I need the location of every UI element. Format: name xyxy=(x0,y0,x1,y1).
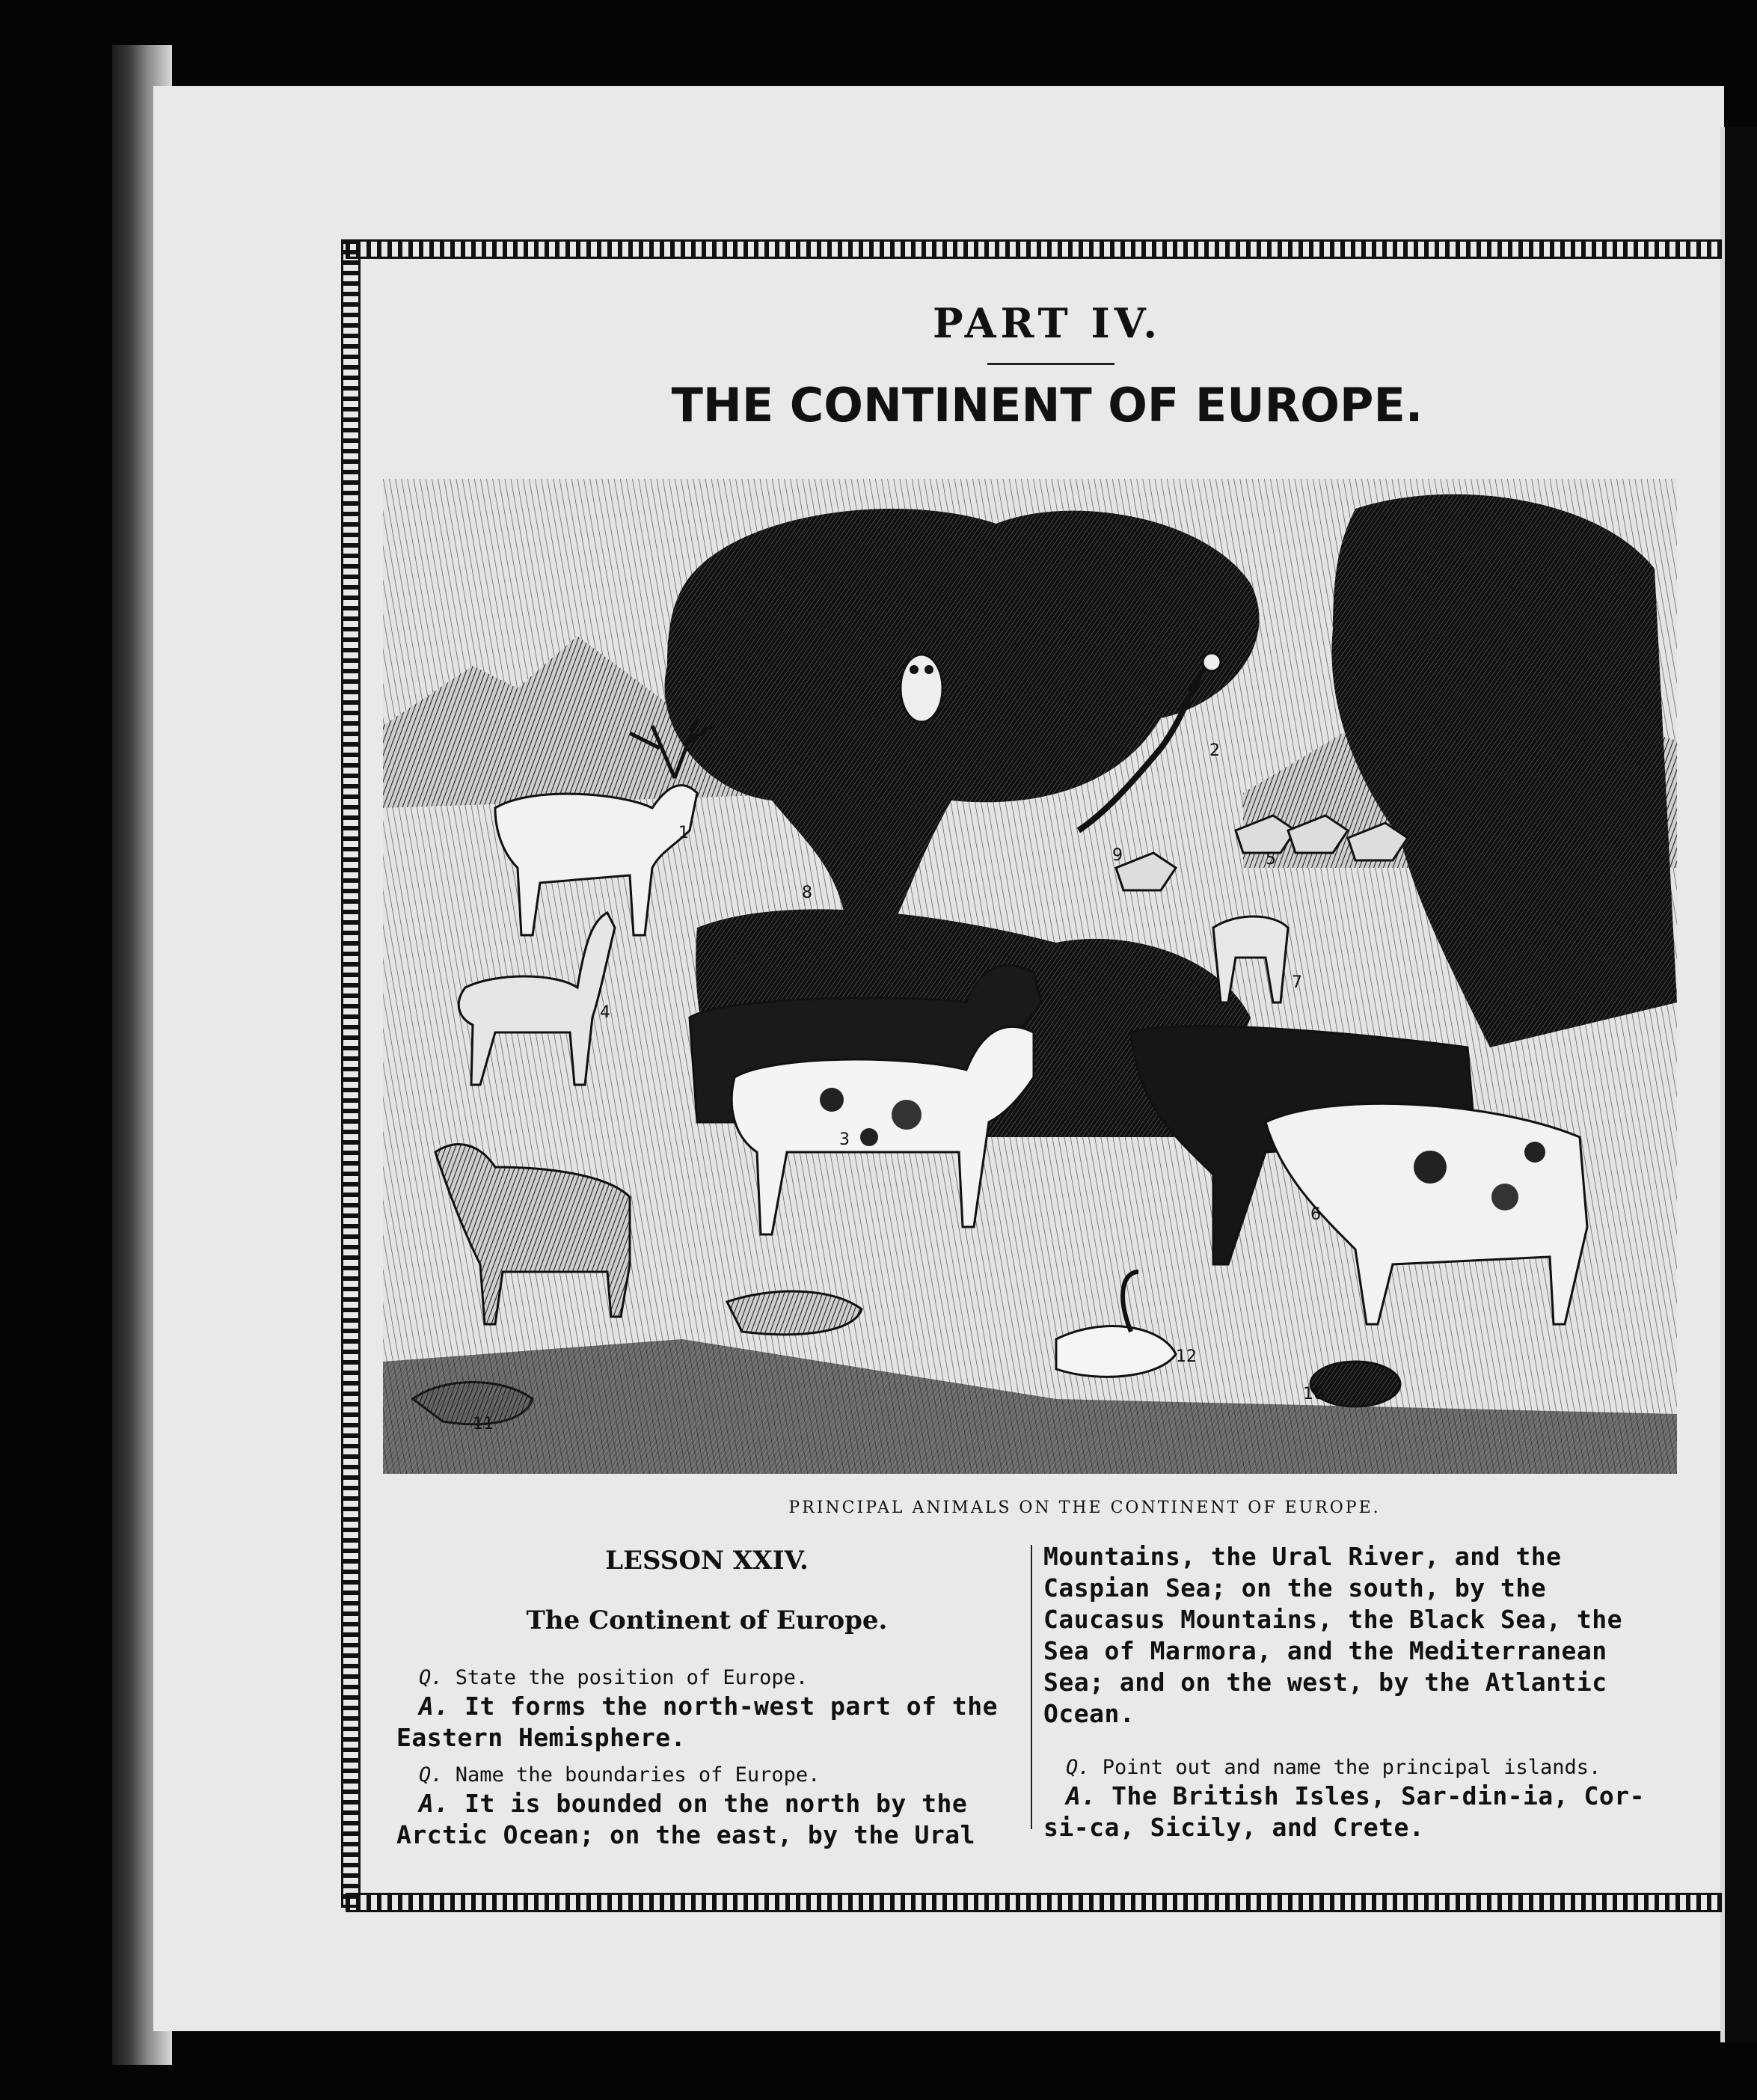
page-title: THE CONTINENT OF EUROPE. xyxy=(671,378,1423,432)
ornamental-border-top xyxy=(346,239,1722,259)
part-heading: PART IV. xyxy=(932,299,1162,347)
answer-3 xyxy=(1043,1781,1664,1843)
question-2-text: Name the boundaries of Europe. xyxy=(455,1763,821,1787)
question-2 xyxy=(419,1763,1017,1788)
label-7: 7 xyxy=(1292,973,1302,992)
label-4: 4 xyxy=(600,1003,610,1022)
animals-engraving xyxy=(383,479,1677,1474)
answer-2-text-left: It is bounded on the north by the Arctic Ocean; on the east, by the Ural xyxy=(396,1789,975,1849)
owl xyxy=(901,655,942,722)
label-12: 12 xyxy=(1176,1347,1197,1366)
question-3-text: Point out and name the principal islands. xyxy=(1102,1756,1601,1779)
lesson-right-column xyxy=(1043,1541,1664,1852)
heading-rule xyxy=(987,363,1114,365)
answer-2-part-1 xyxy=(396,1788,1017,1851)
answer-1-text: It forms the north-west part of the Eastern Hemisphere. xyxy=(396,1692,998,1752)
ornamental-border-bottom xyxy=(346,1893,1722,1912)
question-1-text: State the position of Europe. xyxy=(455,1666,809,1689)
question-3-tag: Q. xyxy=(1066,1756,1091,1779)
question-1 xyxy=(419,1665,1017,1691)
question-2-tag: Q. xyxy=(419,1763,444,1787)
next-page-edge xyxy=(1720,127,1757,2042)
answer-3-text: The British Isles, Sar-din-ia, Cor-si-ca, Sicily, and Crete. xyxy=(1043,1781,1645,1842)
label-1: 1 xyxy=(678,824,689,842)
lesson-number: LESSON XXIV. xyxy=(605,1546,809,1576)
answer-1 xyxy=(396,1691,1017,1754)
answer-2-part-2: Mountains, the Ural River, and the Caspian Sea; on the south, by the Caucasus Mountains, the Black Sea, the Sea of Marmora, and the Mediterranean Sea; and on the west, by the Atlantic Ocean. xyxy=(1043,1542,1622,1728)
answer-2-tag: A. xyxy=(419,1789,450,1818)
label-10: 10 xyxy=(1303,1385,1324,1403)
figure-caption: PRINCIPAL ANIMALS ON THE CONTINENT OF EUROPE. xyxy=(788,1499,1381,1517)
answer-3-tag: A. xyxy=(1066,1781,1097,1810)
hedgehog xyxy=(1310,1362,1400,1406)
label-6: 6 xyxy=(1310,1205,1321,1224)
answer-1-tag: A. xyxy=(419,1692,450,1721)
lesson-left-column xyxy=(396,1541,1017,1860)
question-3 xyxy=(1066,1755,1664,1781)
label-3: 3 xyxy=(839,1130,850,1149)
column-divider xyxy=(1031,1545,1032,1829)
label-11: 11 xyxy=(473,1415,494,1433)
label-9: 9 xyxy=(1112,846,1123,865)
label-2: 2 xyxy=(1209,741,1220,760)
label-5: 5 xyxy=(1266,850,1276,869)
ornamental-border-left xyxy=(341,239,361,1908)
label-8: 8 xyxy=(802,884,812,902)
lesson-subtitle: The Continent of Europe. xyxy=(526,1605,888,1635)
next-page-strip xyxy=(1720,127,1725,2042)
question-1-tag: Q. xyxy=(419,1666,444,1689)
